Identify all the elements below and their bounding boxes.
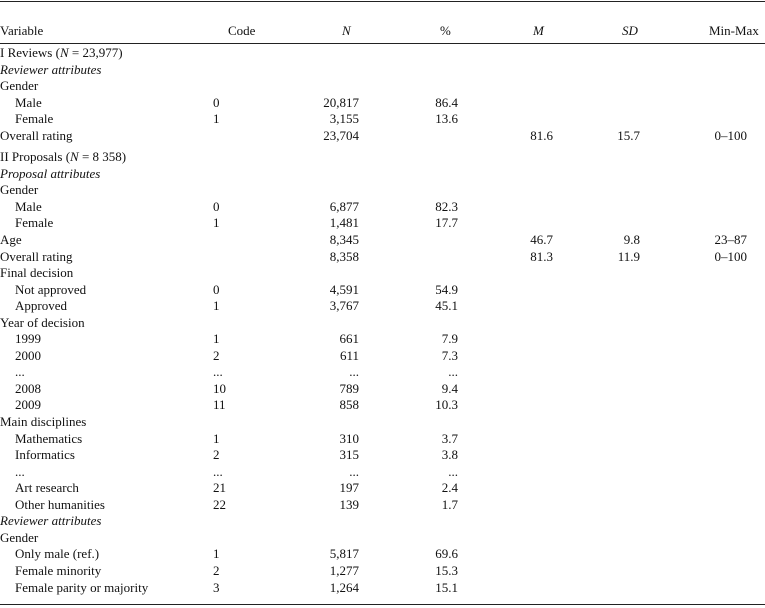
code-cell: 0 — [213, 198, 220, 214]
n-cell: ... — [349, 364, 359, 380]
table-row — [0, 199, 765, 216]
table-row — [0, 182, 765, 199]
n-cell: 789 — [339, 380, 359, 396]
code-cell: 11 — [213, 397, 226, 413]
n-cell: 4,591 — [329, 281, 359, 297]
header-variable: Variable — [0, 23, 44, 38]
table-row — [0, 95, 765, 112]
mean-cell: 81.3 — [530, 248, 553, 264]
row-label: Male — [15, 94, 42, 110]
percent-cell: 15.1 — [435, 579, 458, 595]
mean-cell: 81.6 — [530, 127, 553, 143]
code-cell: 1 — [213, 215, 220, 231]
code-cell: 1 — [213, 111, 220, 127]
n-cell: ... — [349, 463, 359, 479]
n-cell: 6,877 — [329, 198, 359, 214]
code-cell: 1 — [213, 546, 220, 562]
row-label: Gender — [0, 529, 39, 545]
table-row — [0, 298, 765, 315]
percent-cell: ... — [448, 463, 458, 479]
header-min-max: Min-Max — [709, 23, 759, 38]
table-row — [0, 546, 765, 563]
percent-cell: 17.7 — [435, 215, 458, 231]
row-label: Art research — [15, 480, 79, 496]
n-cell: 611 — [339, 347, 359, 363]
table-row — [0, 513, 765, 530]
row-label — [0, 149, 126, 166]
table-top-rule — [0, 1, 765, 2]
row-label-part: II Proposals ( — [0, 149, 71, 165]
row-label: Approved — [15, 298, 67, 314]
table-body — [0, 45, 765, 596]
n-cell: 1,481 — [329, 215, 359, 231]
n-cell: 661 — [339, 331, 359, 347]
percent-cell: 69.6 — [435, 546, 458, 562]
header-code: Code — [228, 23, 256, 38]
min-max-cell: 0–100 — [714, 248, 747, 264]
code-cell: 3 — [213, 579, 220, 595]
percent-cell: 3.8 — [441, 447, 458, 463]
table-row — [0, 431, 765, 448]
row-label: Gender — [0, 78, 39, 94]
sd-cell: 11.9 — [617, 248, 640, 264]
table-row — [0, 364, 765, 381]
percent-cell: 2.4 — [441, 480, 458, 496]
table-row — [0, 563, 765, 580]
n-cell: 1,264 — [329, 579, 359, 595]
percent-cell: 9.4 — [441, 380, 458, 396]
row-label: 2009 — [15, 397, 41, 413]
row-label: Age — [0, 232, 22, 248]
table-row — [0, 282, 765, 299]
row-label-part: N — [59, 45, 69, 60]
sd-cell: 9.8 — [623, 232, 640, 248]
table-row — [0, 331, 765, 348]
row-label-part: = 23,977) — [68, 45, 123, 60]
n-cell: 3,155 — [329, 111, 359, 127]
table-row — [0, 149, 765, 166]
min-max-cell: 0–100 — [714, 127, 747, 143]
code-cell: 10 — [213, 380, 226, 396]
row-label: Final decision — [0, 265, 74, 281]
row-label-part: = 8 358) — [78, 149, 127, 165]
row-label: Gender — [0, 182, 39, 198]
code-cell: 1 — [213, 331, 220, 347]
row-label — [0, 45, 123, 62]
table-row — [0, 464, 765, 481]
table-row — [0, 580, 765, 597]
row-label-part: I Reviews ( — [0, 45, 60, 60]
code-cell: 0 — [213, 94, 220, 110]
n-cell: 197 — [339, 480, 359, 496]
code-cell: 2 — [213, 562, 220, 578]
percent-cell: 13.6 — [435, 111, 458, 127]
table-row — [0, 128, 765, 145]
percent-cell: ... — [448, 364, 458, 380]
row-label: Female minority — [15, 562, 102, 578]
percent-cell: 82.3 — [435, 198, 458, 214]
row-label: 2000 — [15, 347, 41, 363]
table-row — [0, 480, 765, 497]
percent-cell: 15.3 — [435, 562, 458, 578]
table-row — [0, 45, 765, 62]
row-label: 2008 — [15, 380, 41, 396]
n-cell: 8,358 — [329, 248, 359, 264]
table-row — [0, 414, 765, 431]
code-cell: 2 — [213, 447, 220, 463]
table-row — [0, 265, 765, 282]
table-row — [0, 315, 765, 332]
n-cell: 23,704 — [323, 127, 359, 143]
row-label: ... — [15, 463, 25, 479]
header-rule — [0, 43, 765, 44]
percent-cell: 54.9 — [435, 281, 458, 297]
percent-cell: 86.4 — [435, 94, 458, 110]
header-percent: % — [440, 23, 451, 38]
row-label: Reviewer attributes — [0, 61, 102, 77]
row-label: Female parity or majority — [15, 579, 149, 595]
table-row — [0, 497, 765, 514]
header-mean: M — [533, 23, 544, 38]
header-sd: SD — [622, 23, 638, 38]
row-label: Overall rating — [0, 248, 73, 264]
row-label: Female — [15, 111, 54, 127]
code-cell: ... — [213, 463, 223, 479]
row-label: Year of decision — [0, 314, 85, 330]
n-cell: 858 — [339, 397, 359, 413]
row-label: Reviewer attributes — [0, 513, 102, 529]
percent-cell: 10.3 — [435, 397, 458, 413]
table-row — [0, 348, 765, 365]
n-cell: 310 — [339, 430, 359, 446]
row-label: Informatics — [15, 447, 75, 463]
code-cell: 1 — [213, 298, 220, 314]
table-row — [0, 249, 765, 266]
row-label: Not approved — [15, 281, 87, 297]
row-label: Female — [15, 215, 54, 231]
table-row — [0, 447, 765, 464]
table-row — [0, 232, 765, 249]
percent-cell: 3.7 — [441, 430, 458, 446]
table-row — [0, 78, 765, 95]
sd-cell: 15.7 — [617, 127, 640, 143]
row-label: Proposal attributes — [0, 165, 101, 181]
table-row — [0, 111, 765, 128]
min-max-cell: 23–87 — [714, 232, 747, 248]
row-label: Only male (ref.) — [15, 546, 100, 562]
n-cell: 1,277 — [329, 562, 359, 578]
n-cell: 315 — [339, 447, 359, 463]
row-label-part: N — [70, 149, 79, 165]
row-label: Main disciplines — [0, 414, 87, 430]
code-cell: 2 — [213, 347, 220, 363]
code-cell: 1 — [213, 430, 220, 446]
percent-cell: 7.9 — [441, 331, 458, 347]
row-label: Other humanities — [15, 496, 105, 512]
percent-cell: 7.3 — [441, 347, 458, 363]
code-cell: 22 — [213, 496, 226, 512]
row-label: Male — [15, 198, 42, 214]
code-cell: 0 — [213, 281, 220, 297]
row-label: ... — [15, 364, 25, 380]
n-cell: 5,817 — [329, 546, 359, 562]
n-cell: 3,767 — [329, 298, 359, 314]
table-row — [0, 530, 765, 547]
row-label: Mathematics — [15, 430, 83, 446]
header-n: N — [342, 23, 351, 38]
code-cell: 21 — [213, 480, 226, 496]
table-row — [0, 397, 765, 414]
table-row — [0, 215, 765, 232]
row-label: 1999 — [15, 331, 41, 347]
n-cell: 20,817 — [323, 94, 359, 110]
row-label: Overall rating — [0, 127, 73, 143]
table-row — [0, 381, 765, 398]
table-row — [0, 62, 765, 79]
percent-cell: 45.1 — [435, 298, 458, 314]
table-bottom-rule — [0, 604, 765, 605]
n-cell: 8,345 — [329, 232, 359, 248]
code-cell: ... — [213, 364, 223, 380]
n-cell: 139 — [339, 496, 359, 512]
percent-cell: 1.7 — [441, 496, 458, 512]
table-row — [0, 166, 765, 183]
mean-cell: 46.7 — [530, 232, 553, 248]
